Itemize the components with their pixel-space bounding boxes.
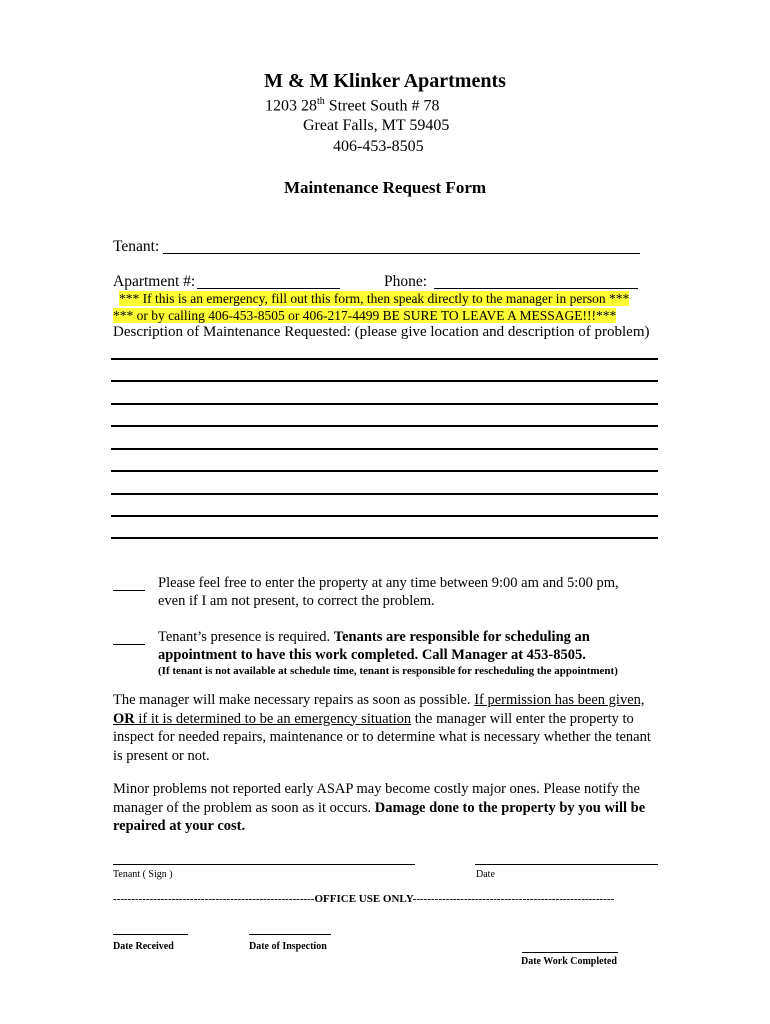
date-signature-line[interactable] bbox=[475, 864, 658, 865]
form-title: Maintenance Request Form bbox=[283, 178, 487, 197]
company-name: M & M Klinker Apartments bbox=[264, 70, 506, 92]
date-received-label: Date Received bbox=[113, 941, 174, 952]
tenant-sign-label: Tenant ( Sign ) bbox=[113, 869, 173, 880]
description-line[interactable] bbox=[111, 448, 658, 450]
description-line[interactable] bbox=[111, 515, 658, 517]
date-inspection-label: Date of Inspection bbox=[249, 941, 327, 952]
presence-required-line1: Tenant’s presence is required. Tenants are responsible for scheduling an bbox=[158, 629, 590, 645]
description-line[interactable] bbox=[111, 358, 658, 360]
description-label: Description of Maintenance Requested: (please give location and description of problem) bbox=[113, 324, 650, 340]
description-line[interactable] bbox=[111, 470, 658, 472]
presence-required-checkline[interactable] bbox=[113, 644, 145, 645]
city-address: Great Falls, MT 59405 bbox=[303, 117, 450, 134]
policy-paragraph-2: Minor problems not reported early ASAP may become costly major ones. Please notify the manager of the problem as soon as it occurs. Damage done to the property by you will be repaired at your cost. bbox=[113, 781, 646, 834]
description-line[interactable] bbox=[111, 537, 658, 539]
presence-required-note: (If tenant is not available at schedule time, tenant is responsible for rescheduling the appointment) bbox=[158, 665, 618, 677]
description-line[interactable] bbox=[111, 493, 658, 495]
date-inspection-line[interactable] bbox=[249, 934, 331, 935]
phone-field[interactable] bbox=[434, 288, 638, 289]
enter-permission-checkline[interactable] bbox=[113, 590, 145, 591]
presence-required-line2: appointment to have this work completed. Call Manager at 453-8505. bbox=[158, 647, 586, 663]
date-completed-label: Date Work Completed bbox=[521, 956, 617, 967]
company-phone: 406-453-8505 bbox=[333, 138, 424, 155]
tenant-field[interactable] bbox=[163, 253, 640, 254]
date-completed-line[interactable] bbox=[522, 952, 618, 953]
description-line[interactable] bbox=[111, 380, 658, 382]
description-line[interactable] bbox=[111, 425, 658, 427]
date-received-line[interactable] bbox=[113, 934, 188, 935]
tenant-signature-line[interactable] bbox=[113, 864, 415, 865]
office-use-separator: -------------------------------------------------------OFFICE USE ONLY------------------------------------------------------- bbox=[113, 893, 615, 905]
apartment-field[interactable] bbox=[197, 288, 340, 289]
enter-permission-line2: even if I am not present, to correct the problem. bbox=[158, 593, 435, 609]
emergency-line-1: *** If this is an emergency, fill out this form, then speak directly to the manager in person *** bbox=[119, 291, 630, 306]
apartment-label: Apartment #: bbox=[113, 273, 196, 290]
tenant-label: Tenant: bbox=[113, 238, 160, 255]
description-line[interactable] bbox=[111, 403, 658, 405]
emergency-line-2: *** or by calling 406-453-8505 or 406-217-4499 BE SURE TO LEAVE A MESSAGE!!!*** bbox=[113, 308, 617, 323]
phone-label: Phone: bbox=[384, 273, 428, 290]
policy-paragraph-1: The manager will make necessary repairs as soon as possible. If permission has been given, OR if it is determined to be an emergency situation the manager will enter the property to inspect for needed repairs, maintenance or to determine what is necessary whether the tenant is present or not. bbox=[113, 692, 651, 764]
date-label: Date bbox=[476, 869, 495, 880]
enter-permission-line1: Please feel free to enter the property at any time between 9:00 am and 5:00 pm, bbox=[158, 575, 619, 591]
street-address: 1203 28th Street South # 78 bbox=[265, 96, 440, 115]
